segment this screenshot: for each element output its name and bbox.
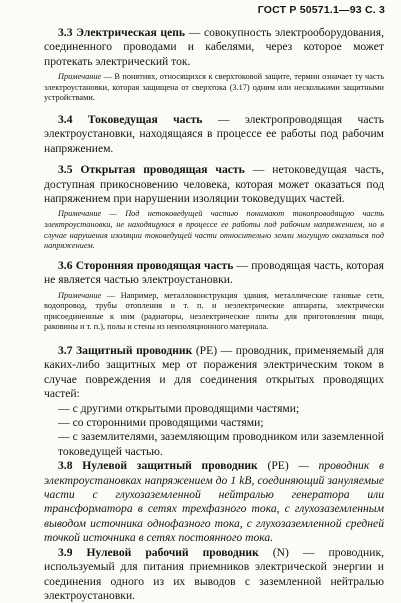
document-body [44,26,384,603]
list-item: — со сторонними проводящими частями; [58,416,264,430]
clause-number: 3.7 [58,344,73,357]
term-definition: — проводник в электроустановках напряжением до 1 kВ, соединяющий зануляемые части с глухозаземленной нейтралью генератора или трансформатора в сетях трехфазного тока, с глухозаземленным выводом источника однофазного тока, с глухозаземленной средней точкой источника в сетях постоянного тока. [44,459,384,545]
term-abbreviation: (PE) [195,344,218,357]
term-definition: — проводник, используемый для питания приемников электрической энергии и соединения одного из их выводов с заземленной нейтралью электроустановки. [44,545,384,602]
clause-3-3 [44,26,384,69]
note-3-3 [44,72,384,104]
clause-3-7 [44,344,384,402]
term-definition: — нетоковедущая часть, доступная прикосновению человека, которая может оказаться под напряжением при нарушении изоляции токоведущих частей. [44,163,384,206]
clause-number: 3.3 [58,26,73,39]
list-item: — с заземлителями, заземляющим проводником или заземленной токоведущей частью. [58,430,384,458]
clause-number: 3.8 [58,459,73,473]
term-definition: — электропроводящая часть электроустановки, находящаяся в процессе ее работы под рабочим напряжением. [44,113,384,155]
note-label: Примечание [58,290,102,300]
note-text: — В понятиях, относящихся к сверхтоковой защите, термин означает ту часть электроустановки, которая защищена от сверхтока (3.17) одним или несколькими защитными устройствами. [44,72,384,103]
term-title: Электрическая цепь [76,26,186,39]
page-header: ГОСТ Р 50571.1—93 С. 3 [257,4,385,16]
clause-3-6 [44,259,384,288]
note-text: — Например, металлоконструкция здания, металлические газовые сети, водопровод, трубы отопления и т. п. и неэлектрические аппараты, электрически присоединенные к ним (радиаторы, неэлектрические плиты для приготовления пищи, раковины и т. п.), полы и стены из неизоляционного материала. [44,290,384,332]
note-3-5: Примечание — Под нетоковедущей частью понимают токопроводящую часть электроустановки, не находящуюся в процессе ее работы под рабочим напряжением, но в случае нарушения изоляции токоведущей части относительно земли могущую оказаться под напряжением. [44,209,384,251]
term-title: Открытая проводящая часть [80,163,245,177]
term-title: Токоведущая часть [87,113,203,126]
term-definition: — проводящая часть, которая не является частью электроустановки. [44,258,384,287]
note-3-6 [44,291,384,333]
note-label: Примечание [58,72,102,82]
clause-number: 3.4 [58,113,73,126]
clause-3-9 [44,546,384,603]
clause-number: 3.5 [58,163,73,177]
term-abbreviation: (PE) [267,459,289,473]
term-title: Нулевой защитный проводник [82,459,258,473]
clause-number: 3.6 [58,258,73,272]
term-abbreviation: (N) [272,545,289,559]
clause-3-8 [44,459,384,545]
list-item: — с другими открытыми проводящими частями; [58,401,300,415]
term-title: Сторонняя проводящая часть [75,258,234,272]
clause-number: 3.9 [58,545,73,559]
clause-3-4 [44,113,384,156]
clause-3-5 [44,163,384,206]
term-definition: — совокупность электрооборудования, соединенного проводами и кабелями, через которое может протекать электрический ток. [44,26,384,68]
term-title: Нулевой рабочий проводник [86,545,259,559]
term-definition: — проводник, применяемый для каких-либо защитных мер от поражения электрическим током в случае повреждения и для соединения открытых проводящих частей: [44,344,385,401]
term-title: Защитный проводник [76,344,193,357]
